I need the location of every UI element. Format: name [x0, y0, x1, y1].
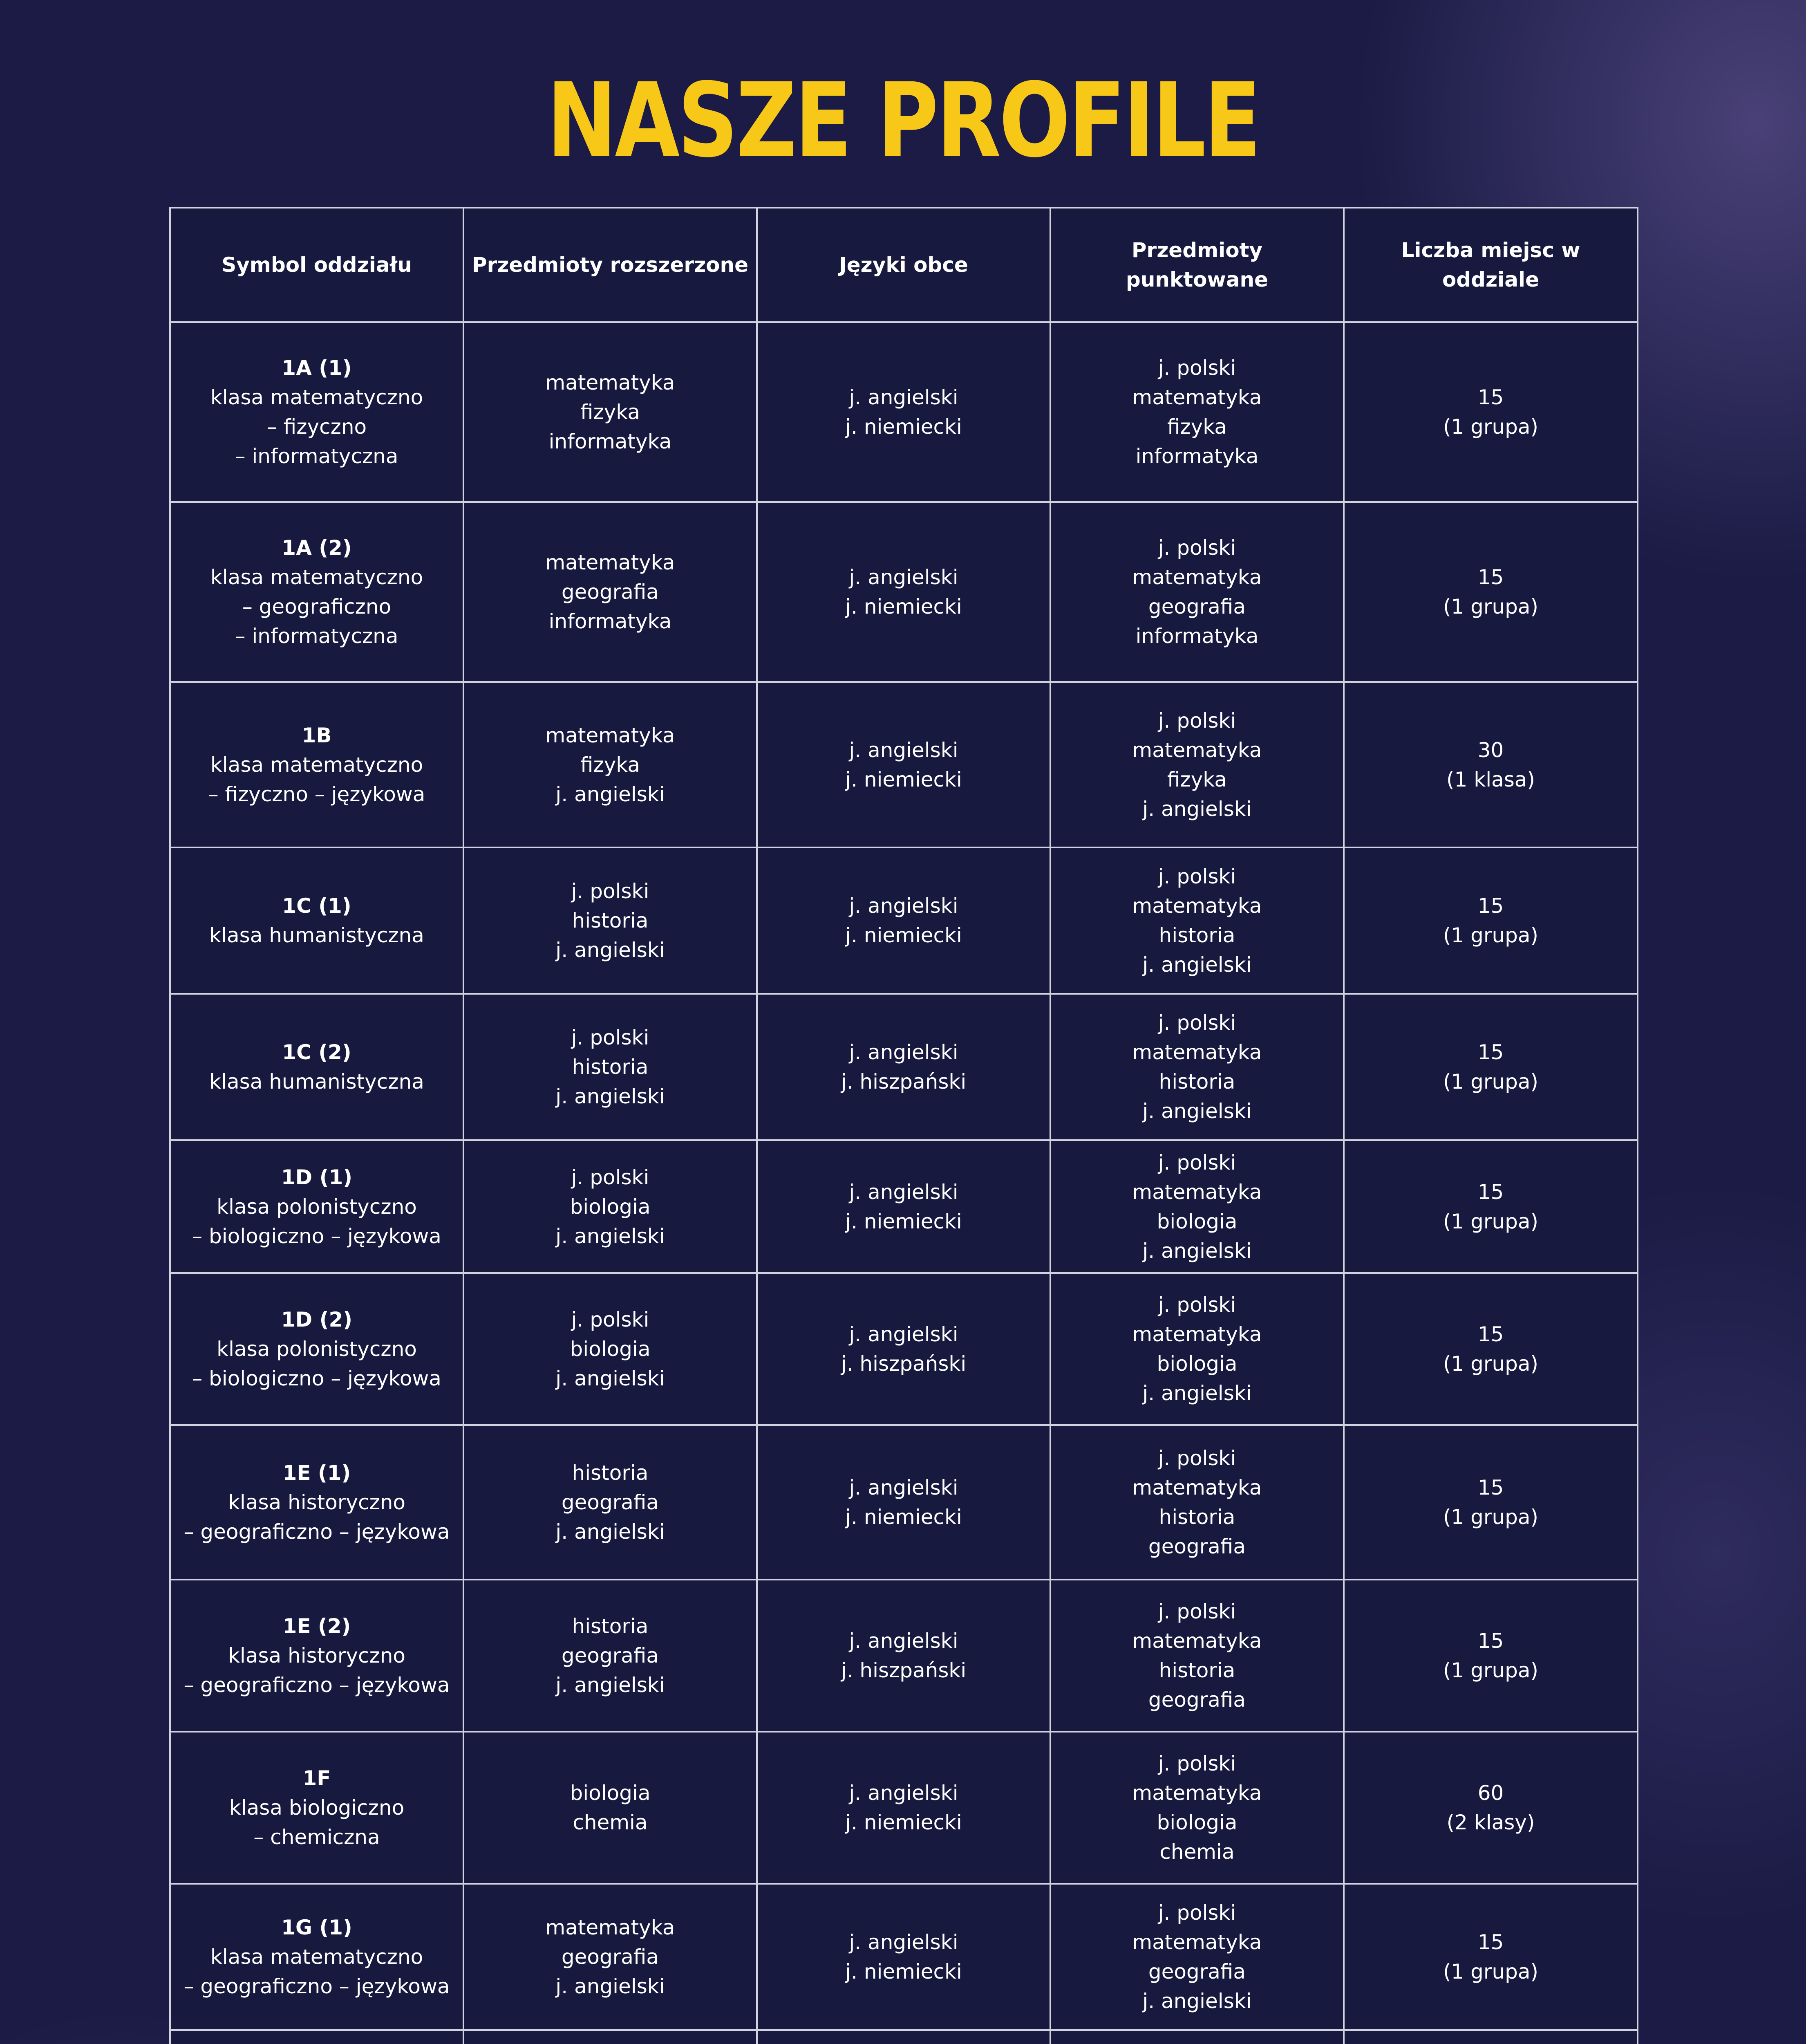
cell-extended-subjects: [463, 1273, 757, 1425]
cell-line: j. hiszpański: [841, 1352, 967, 1376]
cell-line: informatyka: [548, 610, 672, 633]
class-name-line: – geograficzno – językowa: [184, 1520, 450, 1544]
cell-line: j. niemiecki: [845, 767, 962, 791]
table-row: [170, 1425, 1638, 1580]
class-code: 1F: [302, 1766, 331, 1790]
class-name-line: klasa historyczno: [228, 1644, 406, 1667]
class-code: 1E (1): [282, 1461, 351, 1485]
cell-line: j. polski: [1158, 1901, 1236, 1925]
cell-extended-subjects: [463, 994, 757, 1140]
class-name-line: klasa biologiczno: [229, 1796, 405, 1820]
cell-line: j. polski: [1158, 1752, 1236, 1775]
cell-line: matematyka: [1132, 1629, 1262, 1653]
cell-scored-subjects: [1050, 1140, 1344, 1273]
cell-symbol: [170, 1884, 463, 2030]
cell-symbol: [170, 322, 463, 502]
cell-seats: [1344, 502, 1638, 682]
cell-line: geografia: [561, 1945, 659, 1969]
class-name-line: – fizyczno: [266, 415, 367, 439]
cell-line: historia: [572, 1614, 649, 1638]
cell-scored-subjects: [1050, 502, 1344, 682]
cell-line: biologia: [1157, 1209, 1238, 1233]
cell-line: 15: [1477, 1040, 1504, 1064]
cell-line: matematyka: [545, 371, 675, 394]
cell-line: 15: [1477, 1476, 1504, 1499]
cell-line: historia: [1159, 1505, 1235, 1529]
table-row: [170, 1732, 1638, 1884]
cell-seats: [1344, 682, 1638, 847]
cell-line: j. angielski: [849, 1322, 958, 1346]
cell-line: fizyka: [580, 400, 640, 424]
class-code: 1D (2): [281, 1308, 353, 1331]
class-code: 1G (1): [281, 1916, 352, 1939]
cell-scored-subjects: [1050, 1580, 1344, 1732]
cell-line: matematyka: [1132, 1781, 1262, 1805]
cell-line: (1 grupa): [1443, 1070, 1539, 1094]
cell-line: j. polski: [1158, 1600, 1236, 1623]
class-name-line: klasa humanistyczna: [209, 1070, 424, 1094]
class-name-line: – biologiczno – językowa: [192, 1367, 441, 1390]
cell-scored-subjects: [1050, 994, 1344, 1140]
cell-extended-subjects: [463, 1884, 757, 2030]
cell-line: j. polski: [1158, 536, 1236, 560]
cell-line: j. niemiecki: [845, 1811, 962, 1834]
cell-languages: [757, 1732, 1050, 1884]
cell-languages: [757, 502, 1050, 682]
cell-line: j. angielski: [555, 782, 665, 806]
cell-line: j. angielski: [555, 938, 665, 962]
cell-line: j. polski: [571, 1165, 649, 1189]
cell-languages: [757, 2030, 1050, 2044]
cell-scored-subjects: [1050, 2030, 1344, 2044]
cell-extended-subjects: [463, 1580, 757, 1732]
cell-line: j. polski: [571, 1308, 649, 1331]
cell-scored-subjects: [1050, 322, 1344, 502]
cell-line: matematyka: [1132, 1930, 1262, 1954]
cell-extended-subjects: [463, 322, 757, 502]
cell-symbol: [170, 502, 463, 682]
table-row: [170, 1580, 1638, 1732]
cell-line: j. angielski: [555, 1975, 665, 1998]
cell-line: j. polski: [571, 879, 649, 903]
class-name-line: – geograficzno: [242, 595, 392, 619]
header-scored-subjects: Przedmioty punktowane: [1050, 208, 1344, 322]
cell-line: (1 grupa): [1443, 1352, 1539, 1376]
cell-line: historia: [572, 1461, 649, 1485]
cell-line: matematyka: [1132, 1476, 1262, 1499]
cell-languages: [757, 994, 1050, 1140]
class-code: 1E (2): [282, 1614, 351, 1638]
cell-symbol: [170, 1273, 463, 1425]
cell-symbol: [170, 1425, 463, 1580]
cell-symbol: [170, 682, 463, 847]
cell-languages: [757, 322, 1050, 502]
cell-scored-subjects: [1050, 1732, 1344, 1884]
cell-seats: [1344, 1273, 1638, 1425]
cell-line: j. angielski: [849, 738, 958, 762]
header-languages: Języki obce: [757, 208, 1050, 322]
cell-line: j. niemiecki: [845, 923, 962, 947]
cell-line: historia: [1159, 1659, 1235, 1682]
cell-languages: [757, 847, 1050, 994]
cell-line: geografia: [1148, 595, 1246, 619]
class-code: 1A (1): [282, 356, 352, 380]
cell-line: j. angielski: [1142, 1381, 1252, 1405]
cell-line: historia: [572, 909, 649, 932]
header-extended-subjects: Przedmioty rozszerzone: [463, 208, 757, 322]
cell-line: 15: [1477, 1322, 1504, 1346]
cell-scored-subjects: [1050, 1884, 1344, 2030]
cell-line: 30: [1477, 738, 1504, 762]
cell-line: j. angielski: [1142, 1099, 1252, 1123]
cell-line: j. polski: [1158, 1150, 1236, 1174]
cell-line: j. angielski: [555, 1085, 665, 1108]
cell-line: 15: [1477, 1930, 1504, 1954]
cell-line: matematyka: [1132, 385, 1262, 409]
cell-scored-subjects: [1050, 1425, 1344, 1580]
cell-languages: [757, 682, 1050, 847]
cell-line: j. angielski: [849, 385, 958, 409]
cell-line: geografia: [1148, 1535, 1246, 1558]
cell-line: biologia: [570, 1781, 651, 1805]
class-name-line: – fizyczno – językowa: [208, 782, 425, 806]
cell-languages: [757, 1425, 1050, 1580]
cell-symbol: [170, 1732, 463, 1884]
cell-line: matematyka: [1132, 1040, 1262, 1064]
cell-line: j. angielski: [849, 565, 958, 589]
cell-symbol: [170, 994, 463, 1140]
class-name-line: klasa matematyczno: [210, 385, 423, 409]
cell-line: j. angielski: [555, 1673, 665, 1697]
cell-line: j. angielski: [555, 1224, 665, 1248]
cell-seats: [1344, 994, 1638, 1140]
cell-languages: [757, 1884, 1050, 2030]
cell-line: matematyka: [545, 551, 675, 574]
cell-line: j. angielski: [555, 1520, 665, 1544]
cell-line: biologia: [570, 1337, 651, 1361]
cell-line: j. angielski: [849, 1476, 958, 1499]
cell-scored-subjects: [1050, 1273, 1344, 1425]
cell-line: j. polski: [1158, 708, 1236, 733]
cell-line: j. hiszpański: [841, 1659, 967, 1682]
cell-extended-subjects: [463, 847, 757, 994]
cell-line: j. angielski: [849, 894, 958, 918]
class-code: 1C (2): [282, 1040, 351, 1064]
cell-extended-subjects: [463, 682, 757, 847]
cell-line: fizyka: [1167, 415, 1227, 439]
cell-line: informatyka: [548, 430, 672, 453]
cell-line: matematyka: [545, 1916, 675, 1939]
table-row: [170, 1884, 1638, 2030]
cell-line: (2 klasy): [1446, 1811, 1535, 1834]
class-name-line: klasa historyczno: [228, 1490, 406, 1514]
class-name-line: klasa polonistyczno: [217, 1337, 417, 1361]
cell-symbol: [170, 847, 463, 994]
cell-line: biologia: [1157, 1352, 1238, 1376]
table-row: [170, 322, 1638, 502]
cell-line: j. polski: [1158, 1293, 1236, 1317]
cell-line: j. niemiecki: [845, 1960, 962, 1983]
cell-seats: [1344, 1580, 1638, 1732]
cell-line: informatyka: [1135, 444, 1259, 468]
cell-line: historia: [1159, 923, 1235, 947]
cell-line: j. hiszpański: [841, 1070, 967, 1094]
cell-line: 60: [1477, 1781, 1504, 1805]
cell-line: matematyka: [1132, 1322, 1262, 1346]
cell-symbol: [170, 2030, 463, 2044]
header-seats: Liczba miejsc w oddziale: [1344, 208, 1638, 322]
cell-line: biologia: [570, 1195, 651, 1219]
cell-line: j. polski: [1158, 356, 1236, 380]
class-name-line: klasa matematyczno: [210, 1945, 423, 1969]
class-name-line: – informatyczna: [235, 624, 398, 648]
header-symbol: Symbol oddziału: [170, 208, 463, 322]
cell-seats: [1344, 1884, 1638, 2030]
cell-languages: [757, 1580, 1050, 1732]
cell-line: j. angielski: [1142, 1239, 1252, 1263]
cell-line: fizyka: [580, 753, 640, 777]
cell-line: geografia: [1148, 1960, 1246, 1983]
cell-line: geografia: [561, 1644, 659, 1667]
table-row: [170, 1273, 1638, 1425]
cell-line: matematyka: [1132, 738, 1262, 762]
cell-symbol: [170, 1140, 463, 1273]
cell-line: geografia: [561, 580, 659, 604]
cell-line: j. angielski: [849, 1781, 958, 1805]
class-code: 1A (2): [282, 536, 352, 560]
cell-line: historia: [572, 1055, 649, 1079]
cell-line: (1 klasa): [1446, 767, 1535, 791]
cell-line: 15: [1477, 1629, 1504, 1653]
cell-line: biologia: [1157, 1811, 1238, 1834]
cell-line: chemia: [573, 1811, 648, 1834]
table-row: [170, 1140, 1638, 1273]
cell-line: (1 grupa): [1443, 1505, 1539, 1529]
cell-extended-subjects: [463, 502, 757, 682]
cell-line: j. angielski: [1142, 953, 1252, 977]
cell-extended-subjects: [463, 1732, 757, 1884]
cell-languages: [757, 1273, 1050, 1425]
class-code: 1C (1): [282, 894, 351, 918]
cell-line: j. angielski: [849, 1040, 958, 1064]
cell-line: (1 grupa): [1443, 1960, 1539, 1983]
class-name-line: klasa matematyczno: [210, 753, 423, 777]
cell-line: j. angielski: [849, 1629, 958, 1653]
cell-line: (1 grupa): [1443, 923, 1539, 947]
cell-seats: [1344, 2030, 1638, 2044]
cell-line: j. niemiecki: [845, 415, 962, 439]
cell-extended-subjects: [463, 1140, 757, 1273]
cell-line: j. polski: [1158, 1011, 1236, 1035]
table-row: [170, 847, 1638, 994]
cell-seats: [1344, 847, 1638, 994]
cell-seats: [1344, 1732, 1638, 1884]
cell-line: (1 grupa): [1443, 1209, 1539, 1233]
class-name-line: – chemiczna: [253, 1825, 380, 1849]
cell-line: matematyka: [545, 723, 675, 747]
table-row: [170, 994, 1638, 1140]
cell-seats: [1344, 1140, 1638, 1273]
cell-languages: [757, 1140, 1050, 1273]
cell-line: fizyka: [1167, 767, 1227, 791]
class-name-line: – geograficzno – językowa: [184, 1673, 450, 1697]
cell-seats: [1344, 1425, 1638, 1580]
cell-scored-subjects: [1050, 682, 1344, 847]
cell-line: (1 grupa): [1443, 1659, 1539, 1682]
cell-scored-subjects: [1050, 847, 1344, 994]
cell-line: historia: [1159, 1070, 1235, 1094]
cell-extended-subjects: [463, 1425, 757, 1580]
cell-line: j. polski: [1158, 1446, 1236, 1470]
cell-line: matematyka: [1132, 894, 1262, 918]
cell-line: (1 grupa): [1443, 415, 1539, 439]
cell-line: chemia: [1159, 1840, 1235, 1864]
cell-line: 15: [1477, 385, 1504, 409]
class-code: 1B: [302, 723, 332, 747]
cell-line: matematyka: [1132, 565, 1262, 589]
table-row: [170, 2030, 1638, 2044]
cell-symbol: [170, 1580, 463, 1732]
profiles-table: [169, 207, 1638, 2044]
cell-line: matematyka: [1132, 1180, 1262, 1204]
cell-line: j. angielski: [1142, 797, 1252, 821]
class-name-line: – geograficzno – językowa: [184, 1975, 450, 1998]
class-name-line: klasa matematyczno: [210, 565, 423, 589]
page-title: NASZE PROFILE: [546, 61, 1260, 180]
cell-seats: [1344, 322, 1638, 502]
cell-line: (1 grupa): [1443, 595, 1539, 619]
cell-line: j. niemiecki: [845, 595, 962, 619]
cell-line: j. niemiecki: [845, 1209, 962, 1233]
cell-line: j. angielski: [849, 1180, 958, 1204]
class-name-line: – biologiczno – językowa: [192, 1224, 441, 1248]
class-name-line: klasa polonistyczno: [217, 1195, 417, 1219]
cell-line: 15: [1477, 894, 1504, 918]
cell-line: j. angielski: [1142, 1989, 1252, 2013]
cell-line: informatyka: [1135, 624, 1259, 648]
table-row: [170, 682, 1638, 847]
cell-line: 15: [1477, 1180, 1504, 1204]
cell-line: geografia: [561, 1490, 659, 1514]
class-code: 1D (1): [281, 1165, 353, 1189]
cell-extended-subjects: [463, 2030, 757, 2044]
table-row: [170, 502, 1638, 682]
class-name-line: klasa humanistyczna: [209, 923, 424, 947]
cell-line: geografia: [1148, 1688, 1246, 1712]
cell-line: j. niemiecki: [845, 1505, 962, 1529]
class-name-line: – informatyczna: [235, 444, 398, 468]
cell-line: 15: [1477, 565, 1504, 589]
cell-line: j. polski: [571, 1026, 649, 1049]
table-header-row: [170, 208, 1638, 322]
cell-line: j. angielski: [849, 1930, 958, 1954]
cell-line: j. polski: [1158, 865, 1236, 888]
cell-line: j. angielski: [555, 1367, 665, 1390]
